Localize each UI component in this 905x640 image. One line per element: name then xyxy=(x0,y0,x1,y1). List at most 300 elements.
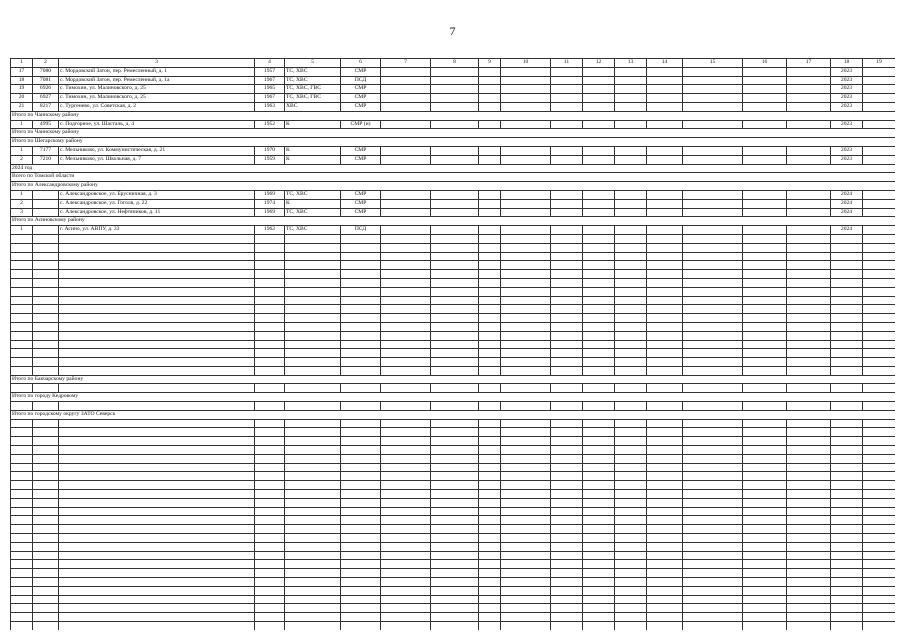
table-cell xyxy=(615,490,647,499)
table-cell xyxy=(255,358,285,367)
table-cell xyxy=(583,146,615,155)
table-cell: К xyxy=(285,120,341,129)
table-cell xyxy=(33,278,59,287)
table-cell xyxy=(615,516,647,525)
table-cell xyxy=(431,349,479,358)
table-cell xyxy=(341,252,381,261)
table-cell xyxy=(255,270,285,279)
table-cell xyxy=(341,525,381,534)
table-row xyxy=(11,349,896,358)
table-cell xyxy=(683,349,743,358)
table-cell xyxy=(831,622,863,631)
table-cell xyxy=(831,305,863,314)
table-row xyxy=(11,190,896,199)
table-cell xyxy=(583,560,615,569)
table-cell xyxy=(59,551,255,560)
table-cell xyxy=(787,446,831,455)
table-cell xyxy=(743,498,787,507)
table-cell xyxy=(501,261,551,270)
table-cell xyxy=(551,419,583,428)
table-cell xyxy=(501,428,551,437)
table-cell xyxy=(551,85,583,94)
table-cell xyxy=(863,525,896,534)
table-cell xyxy=(615,85,647,94)
table-cell xyxy=(647,243,683,252)
table-cell xyxy=(863,287,896,296)
table-cell xyxy=(285,498,341,507)
table-cell xyxy=(479,560,501,569)
table-cell xyxy=(11,243,33,252)
table-cell xyxy=(743,226,787,235)
table-cell xyxy=(787,366,831,375)
table-cell xyxy=(647,120,683,129)
table-cell xyxy=(787,613,831,622)
table-cell: 7081 xyxy=(33,76,59,85)
table-cell xyxy=(787,340,831,349)
table-cell xyxy=(683,498,743,507)
table-cell xyxy=(583,402,615,411)
table-cell xyxy=(787,243,831,252)
table-cell xyxy=(551,208,583,217)
table-cell xyxy=(683,569,743,578)
table-cell xyxy=(683,578,743,587)
table-cell xyxy=(501,331,551,340)
table-cell xyxy=(583,208,615,217)
table-cell xyxy=(431,454,479,463)
table-cell: 2023 xyxy=(831,94,863,103)
table-cell xyxy=(583,534,615,543)
column-number-14: 14 xyxy=(647,59,683,68)
table-cell xyxy=(479,622,501,631)
table-cell xyxy=(285,604,341,613)
table-cell xyxy=(551,305,583,314)
table-cell xyxy=(787,498,831,507)
table-cell xyxy=(479,322,501,331)
table-cell xyxy=(33,428,59,437)
table-cell xyxy=(431,498,479,507)
table-cell xyxy=(381,384,431,393)
table-cell xyxy=(743,472,787,481)
column-number-9: 9 xyxy=(479,59,501,68)
table-row xyxy=(11,199,896,208)
table-cell xyxy=(431,525,479,534)
table-cell xyxy=(583,67,615,76)
table-cell: 1970 xyxy=(255,146,285,155)
table-cell xyxy=(59,402,255,411)
table-cell xyxy=(285,252,341,261)
table-cell xyxy=(551,322,583,331)
table-cell xyxy=(683,437,743,446)
table-cell xyxy=(551,331,583,340)
table-cell xyxy=(683,358,743,367)
table-cell xyxy=(863,569,896,578)
table-cell xyxy=(583,243,615,252)
table-cell xyxy=(59,525,255,534)
table-cell xyxy=(285,349,341,358)
table-cell xyxy=(831,560,863,569)
table-cell xyxy=(583,322,615,331)
table-cell xyxy=(551,578,583,587)
table-cell: К xyxy=(285,155,341,164)
section-label: Итого по Бакчарскому району xyxy=(11,375,896,384)
table-cell xyxy=(59,490,255,499)
table-row xyxy=(11,472,896,481)
table-cell xyxy=(787,454,831,463)
table-cell xyxy=(647,331,683,340)
column-number-19: 19 xyxy=(863,59,896,68)
table-cell xyxy=(551,120,583,129)
table-cell xyxy=(341,261,381,270)
table-cell xyxy=(831,340,863,349)
table-cell xyxy=(381,613,431,622)
table-cell xyxy=(431,516,479,525)
table-cell xyxy=(787,349,831,358)
table-cell xyxy=(501,551,551,560)
table-cell xyxy=(863,146,896,155)
table-cell xyxy=(431,446,479,455)
table-cell xyxy=(11,322,33,331)
table-cell xyxy=(59,507,255,516)
table-row xyxy=(11,120,896,129)
table-cell xyxy=(255,472,285,481)
table-cell xyxy=(11,542,33,551)
table-cell xyxy=(381,569,431,578)
table-cell xyxy=(551,76,583,85)
table-cell xyxy=(341,446,381,455)
table-cell xyxy=(743,208,787,217)
table-cell xyxy=(583,622,615,631)
table-cell xyxy=(787,428,831,437)
table-cell xyxy=(255,490,285,499)
table-cell xyxy=(59,472,255,481)
table-cell xyxy=(583,595,615,604)
table-cell xyxy=(33,314,59,323)
table-cell xyxy=(863,102,896,111)
table-cell xyxy=(33,534,59,543)
table-cell xyxy=(683,102,743,111)
column-number-12: 12 xyxy=(583,59,615,68)
table-cell: с. Мельниково, ул. Школьная, д. 7 xyxy=(59,155,255,164)
table-cell xyxy=(33,226,59,235)
table-cell xyxy=(33,498,59,507)
table-cell xyxy=(551,542,583,551)
table-cell xyxy=(255,446,285,455)
table-cell xyxy=(33,270,59,279)
table-cell xyxy=(683,534,743,543)
table-cell xyxy=(381,146,431,155)
table-cell xyxy=(615,622,647,631)
table-cell xyxy=(683,322,743,331)
column-number-8: 8 xyxy=(431,59,479,68)
table-cell xyxy=(479,190,501,199)
table-cell xyxy=(479,428,501,437)
table-cell xyxy=(341,534,381,543)
table-cell xyxy=(501,622,551,631)
table-cell xyxy=(33,402,59,411)
table-cell xyxy=(501,419,551,428)
table-cell: 1965 xyxy=(255,85,285,94)
table-cell xyxy=(743,428,787,437)
table-cell xyxy=(431,613,479,622)
table-cell xyxy=(479,507,501,516)
table-cell xyxy=(341,516,381,525)
table-cell xyxy=(341,287,381,296)
table-cell xyxy=(683,278,743,287)
table-cell xyxy=(33,613,59,622)
table-cell xyxy=(615,349,647,358)
table-cell xyxy=(743,314,787,323)
table-cell xyxy=(501,102,551,111)
table-cell: СМР xyxy=(341,146,381,155)
table-cell xyxy=(615,190,647,199)
table-cell xyxy=(787,67,831,76)
table-cell xyxy=(431,551,479,560)
table-cell xyxy=(831,437,863,446)
table-cell xyxy=(831,534,863,543)
column-number-4: 4 xyxy=(255,59,285,68)
section-row xyxy=(11,182,896,191)
table-cell xyxy=(683,516,743,525)
table-cell xyxy=(551,507,583,516)
table-cell xyxy=(431,481,479,490)
table-cell xyxy=(583,102,615,111)
table-cell xyxy=(551,384,583,393)
table-cell xyxy=(615,358,647,367)
table-cell xyxy=(341,560,381,569)
table-cell xyxy=(479,270,501,279)
register-table-body xyxy=(11,59,896,631)
table-cell xyxy=(683,243,743,252)
table-cell: 2024 xyxy=(831,226,863,235)
table-cell xyxy=(863,278,896,287)
table-cell: с. Тимохин, ул. Малиновского, д. 25 xyxy=(59,94,255,103)
table-cell xyxy=(831,490,863,499)
table-cell xyxy=(431,67,479,76)
table-cell xyxy=(647,261,683,270)
table-cell xyxy=(743,604,787,613)
table-cell xyxy=(831,569,863,578)
table-cell xyxy=(551,604,583,613)
table-cell xyxy=(743,490,787,499)
table-cell xyxy=(787,76,831,85)
table-cell xyxy=(743,622,787,631)
table-cell xyxy=(787,358,831,367)
table-cell xyxy=(341,542,381,551)
table-cell xyxy=(863,314,896,323)
table-cell xyxy=(501,490,551,499)
table-cell xyxy=(831,586,863,595)
table-cell xyxy=(431,305,479,314)
table-cell xyxy=(431,85,479,94)
table-cell xyxy=(285,358,341,367)
column-number-3: 3 xyxy=(59,59,255,68)
table-cell xyxy=(831,463,863,472)
table-cell xyxy=(787,384,831,393)
table-cell xyxy=(683,586,743,595)
table-cell xyxy=(33,305,59,314)
table-cell xyxy=(11,270,33,279)
table-cell xyxy=(479,446,501,455)
table-row xyxy=(11,613,896,622)
table-cell xyxy=(831,428,863,437)
table-cell xyxy=(501,498,551,507)
table-cell xyxy=(583,314,615,323)
table-cell xyxy=(683,296,743,305)
table-cell xyxy=(501,516,551,525)
table-cell xyxy=(381,463,431,472)
table-cell xyxy=(583,199,615,208)
table-cell xyxy=(551,270,583,279)
table-cell: 2024 xyxy=(831,190,863,199)
table-cell xyxy=(863,208,896,217)
table-cell xyxy=(583,384,615,393)
table-cell xyxy=(285,340,341,349)
table-cell xyxy=(787,622,831,631)
table-cell xyxy=(863,190,896,199)
table-cell xyxy=(683,146,743,155)
section-label: Итого по Асиновскому району xyxy=(11,217,896,226)
table-cell xyxy=(255,287,285,296)
table-cell xyxy=(341,366,381,375)
table-cell xyxy=(683,595,743,604)
table-cell xyxy=(743,331,787,340)
table-cell xyxy=(647,322,683,331)
section-row xyxy=(11,164,896,173)
table-cell xyxy=(683,305,743,314)
table-cell xyxy=(285,542,341,551)
table-cell xyxy=(11,604,33,613)
table-cell xyxy=(551,252,583,261)
table-cell xyxy=(743,358,787,367)
table-cell xyxy=(551,261,583,270)
table-row xyxy=(11,252,896,261)
table-cell xyxy=(33,190,59,199)
table-cell xyxy=(647,234,683,243)
column-number-1: 1 xyxy=(11,59,33,68)
table-cell xyxy=(743,481,787,490)
table-cell xyxy=(381,534,431,543)
table-cell xyxy=(787,437,831,446)
table-cell xyxy=(831,516,863,525)
table-cell xyxy=(501,243,551,252)
table-cell xyxy=(787,120,831,129)
table-cell xyxy=(683,525,743,534)
table-cell xyxy=(479,199,501,208)
table-cell xyxy=(787,525,831,534)
table-cell xyxy=(615,305,647,314)
table-cell xyxy=(863,560,896,569)
table-row xyxy=(11,278,896,287)
table-cell xyxy=(615,102,647,111)
table-cell: К xyxy=(285,146,341,155)
table-cell xyxy=(59,428,255,437)
table-cell xyxy=(551,595,583,604)
table-cell xyxy=(33,199,59,208)
table-cell xyxy=(683,252,743,261)
table-cell xyxy=(431,463,479,472)
table-cell xyxy=(479,472,501,481)
table-cell xyxy=(583,551,615,560)
table-cell xyxy=(683,226,743,235)
table-cell xyxy=(479,226,501,235)
table-cell xyxy=(479,296,501,305)
table-cell xyxy=(341,472,381,481)
table-cell xyxy=(479,586,501,595)
table-cell xyxy=(647,613,683,622)
table-cell xyxy=(863,67,896,76)
table-cell xyxy=(341,234,381,243)
table-cell xyxy=(743,278,787,287)
table-cell xyxy=(683,560,743,569)
table-cell xyxy=(33,560,59,569)
table-cell xyxy=(615,498,647,507)
table-cell xyxy=(255,437,285,446)
table-cell xyxy=(501,278,551,287)
table-cell: 1952 xyxy=(255,120,285,129)
table-cell xyxy=(59,331,255,340)
table-cell xyxy=(683,490,743,499)
table-cell xyxy=(255,296,285,305)
table-cell xyxy=(551,481,583,490)
table-cell xyxy=(831,278,863,287)
table-cell xyxy=(341,595,381,604)
table-cell xyxy=(341,481,381,490)
table-cell xyxy=(863,595,896,604)
table-cell xyxy=(647,586,683,595)
table-cell xyxy=(583,366,615,375)
table-cell xyxy=(11,278,33,287)
table-cell xyxy=(863,402,896,411)
table-cell xyxy=(683,507,743,516)
table-cell xyxy=(501,234,551,243)
table-cell xyxy=(381,560,431,569)
table-cell xyxy=(479,76,501,85)
table-cell xyxy=(285,507,341,516)
table-cell xyxy=(863,252,896,261)
table-cell xyxy=(33,569,59,578)
table-cell xyxy=(647,498,683,507)
table-cell xyxy=(381,199,431,208)
table-cell xyxy=(743,199,787,208)
table-cell xyxy=(647,305,683,314)
table-cell xyxy=(615,296,647,305)
table-cell xyxy=(863,261,896,270)
table-cell xyxy=(381,270,431,279)
table-cell xyxy=(831,454,863,463)
table-cell xyxy=(831,261,863,270)
table-cell xyxy=(59,340,255,349)
table-cell xyxy=(647,472,683,481)
table-cell xyxy=(551,366,583,375)
table-cell xyxy=(255,331,285,340)
table-cell xyxy=(479,94,501,103)
table-cell xyxy=(743,261,787,270)
table-cell xyxy=(615,331,647,340)
table-cell xyxy=(341,349,381,358)
table-cell xyxy=(285,314,341,323)
table-cell xyxy=(551,437,583,446)
table-row xyxy=(11,85,896,94)
table-cell: с. Подгорное, ул. Шасталь, д. 4 xyxy=(59,120,255,129)
table-cell: СМР xyxy=(341,102,381,111)
table-cell: 2023 xyxy=(831,67,863,76)
table-cell xyxy=(863,463,896,472)
table-cell xyxy=(255,384,285,393)
table-cell xyxy=(59,516,255,525)
table-cell xyxy=(501,76,551,85)
table-cell: 1962 xyxy=(255,226,285,235)
table-cell xyxy=(831,366,863,375)
